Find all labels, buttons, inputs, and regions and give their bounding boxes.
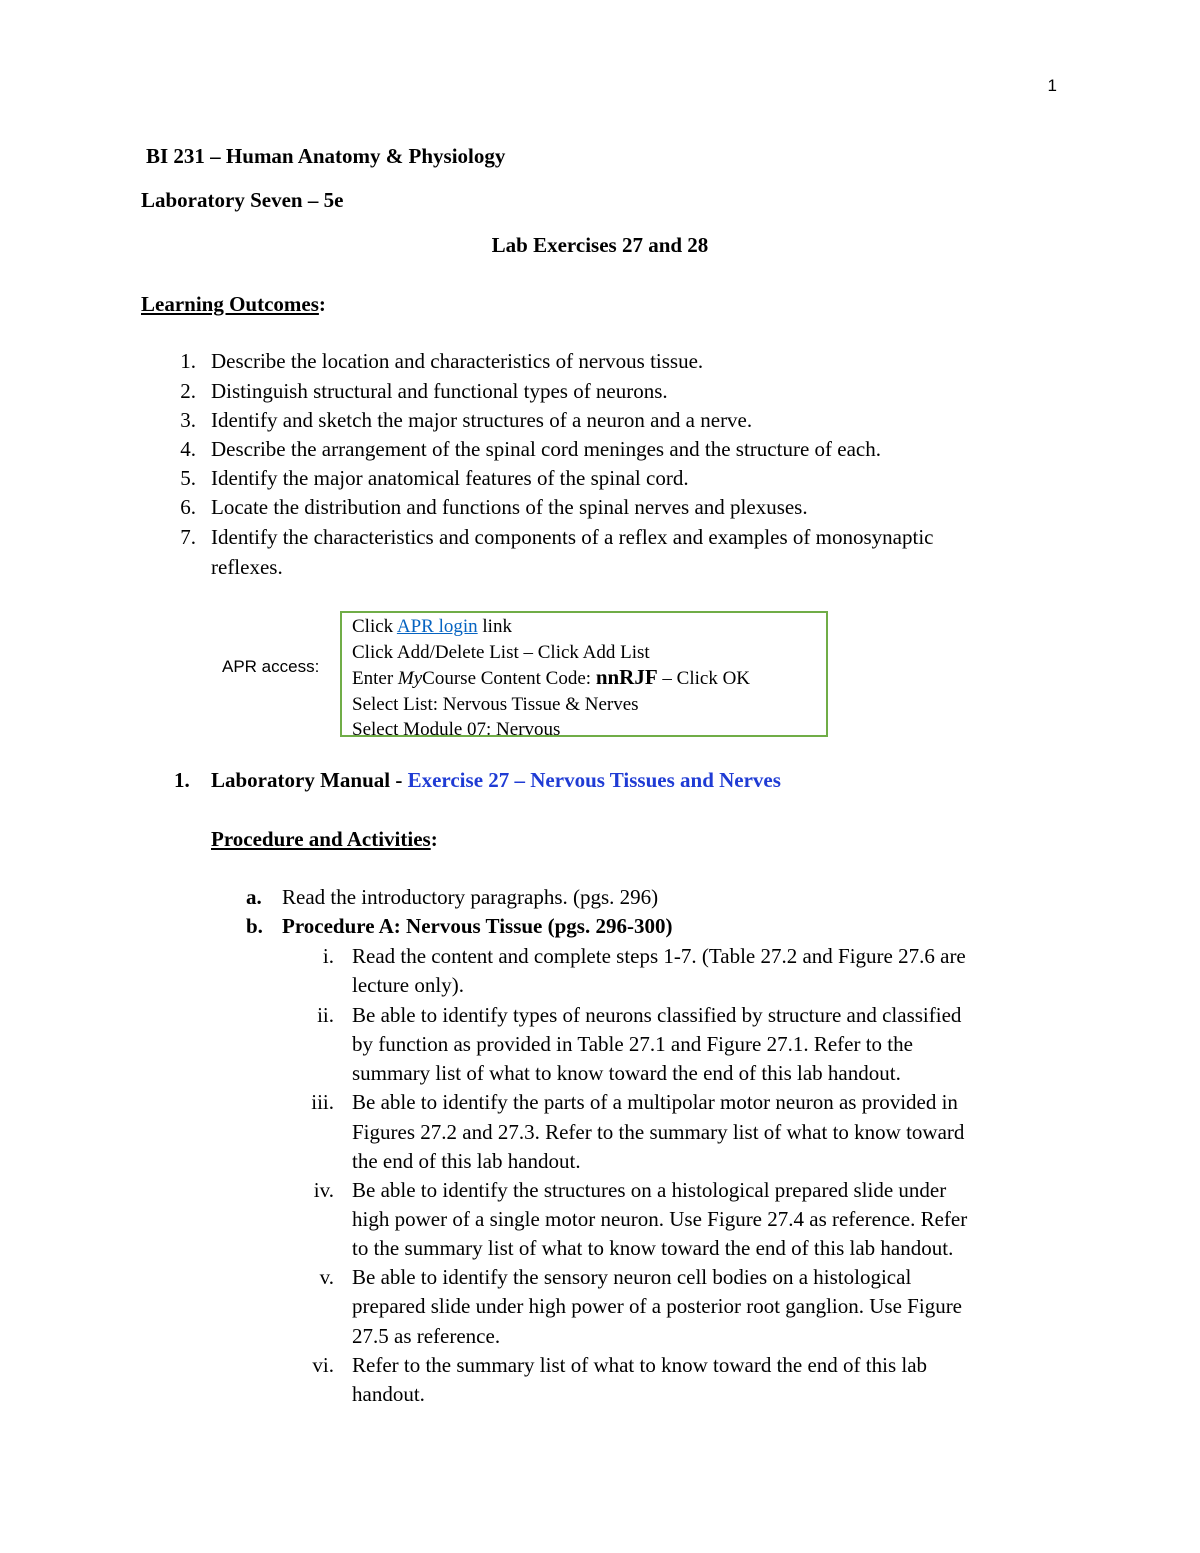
apr-line-enter-code	[352, 665, 816, 692]
procedure-colon: :	[430, 827, 438, 851]
step-number: v.	[319, 1265, 334, 1289]
step-text: Refer to the summary list of what to know toward the end of this lab	[352, 1353, 928, 1377]
item-letter: a.	[246, 885, 262, 909]
course-title: BI 231 – Human Anatomy & Physiology	[146, 144, 506, 168]
step-number: vi.	[312, 1353, 334, 1377]
step-text: handout.	[352, 1382, 425, 1406]
apr-access-label: APR access:	[222, 657, 320, 676]
outcome-text-continued: reflexes.	[211, 555, 283, 579]
apr-my-text: My	[397, 668, 423, 689]
step-text: Be able to identify the sensory neuron cell bodies on a histological	[352, 1265, 912, 1289]
apr-course-content-code: Course Content Code:	[422, 668, 596, 689]
apr-access-box	[340, 611, 828, 740]
outcome-number: 5.	[180, 466, 196, 490]
outcome-number: 3.	[180, 408, 196, 432]
step-number: i.	[322, 944, 334, 968]
item-letter: b.	[246, 914, 263, 938]
procedure-a-title: Procedure A: Nervous Tissue (pgs. 296-300)	[282, 914, 673, 938]
apr-line-login	[352, 614, 816, 640]
outcome-number: 4.	[180, 437, 196, 461]
section-heading	[211, 768, 781, 793]
apr-line-add-list: Click Add/Delete List – Click Add List	[352, 641, 650, 663]
learning-outcomes-colon: :	[318, 292, 326, 316]
lab-title: Laboratory Seven – 5e	[141, 188, 344, 212]
lab-manual-label: Laboratory Manual	[211, 768, 391, 792]
step-text: Be able to identify the parts of a multipolar motor neuron as provided in	[352, 1090, 958, 1114]
outcome-text: Describe the location and characteristics of nervous tissue.	[211, 349, 704, 373]
procedure-heading	[211, 827, 438, 852]
step-text: Be able to identify the structures on a histological prepared slide under	[352, 1178, 947, 1202]
item-text: Read the introductory paragraphs. (pgs. 296)	[282, 885, 659, 909]
step-text: Be able to identify types of neurons classified by structure and classified	[352, 1003, 962, 1027]
page-number: 1	[1047, 76, 1057, 95]
exercise-title: Exercise 27 – Nervous Tissues and Nerves	[407, 768, 781, 792]
step-text: Read the content and complete steps 1-7. (Table 27.2 and Figure 27.6 are	[352, 944, 966, 968]
apr-login-link[interactable]: APR login	[396, 616, 478, 637]
step-text: lecture only).	[352, 973, 464, 997]
step-text: 27.5 as reference.	[352, 1324, 501, 1348]
step-number: iii.	[311, 1090, 334, 1114]
step-text: the end of this lab handout.	[352, 1149, 581, 1173]
apr-enter-prefix: Enter	[352, 668, 398, 689]
outcome-text: Distinguish structural and functional types of neurons.	[211, 379, 668, 403]
learning-outcomes-heading	[141, 292, 326, 317]
apr-click-ok: – Click OK	[657, 668, 751, 689]
outcome-number: 1.	[180, 349, 196, 373]
outcome-text: Identify and sketch the major structures of a neuron and a nerve.	[211, 408, 753, 432]
apr-line-suffix: link	[477, 616, 512, 637]
procedure-label: Procedure and Activities	[211, 827, 431, 851]
step-text: prepared slide under high power of a posterior root ganglion. Use Figure	[352, 1294, 963, 1318]
outcome-text: Identify the characteristics and components of a reflex and examples of monosynaptic	[211, 525, 934, 549]
outcome-number: 7.	[180, 525, 196, 549]
exercises-title: Lab Exercises 27 and 28	[491, 233, 709, 257]
apr-code: nnRJF	[595, 665, 658, 689]
outcome-text: Identify the major anatomical features of the spinal cord.	[211, 466, 689, 490]
apr-line-prefix: Click	[352, 616, 397, 637]
apr-line-select-list: Select List: Nervous Tissue & Nerves	[352, 693, 639, 715]
step-text: to the summary list of what to know toward the end of this lab handout.	[352, 1236, 954, 1260]
step-text: Figures 27.2 and 27.3. Refer to the summary list of what to know toward	[352, 1120, 965, 1144]
step-number: ii.	[317, 1003, 334, 1027]
outcome-text: Describe the arrangement of the spinal cord meninges and the structure of each.	[211, 437, 881, 461]
step-number: iv.	[313, 1178, 334, 1202]
outcome-text: Locate the distribution and functions of the spinal nerves and plexuses.	[211, 495, 808, 519]
apr-line-select-module: Select Module 07: Nervous	[352, 719, 561, 740]
step-text: high power of a single motor neuron. Use Figure 27.4 as reference. Refer	[352, 1207, 968, 1231]
outcome-number: 6.	[180, 495, 196, 519]
learning-outcomes-label: Learning Outcomes	[141, 292, 319, 316]
outcome-number: 2.	[180, 379, 196, 403]
section-dash: -	[390, 768, 408, 792]
step-text: by function as provided in Table 27.1 and Figure 27.1. Refer to the	[352, 1032, 913, 1056]
section-number: 1.	[174, 768, 190, 792]
step-text: summary list of what to know toward the end of this lab handout.	[352, 1061, 901, 1085]
